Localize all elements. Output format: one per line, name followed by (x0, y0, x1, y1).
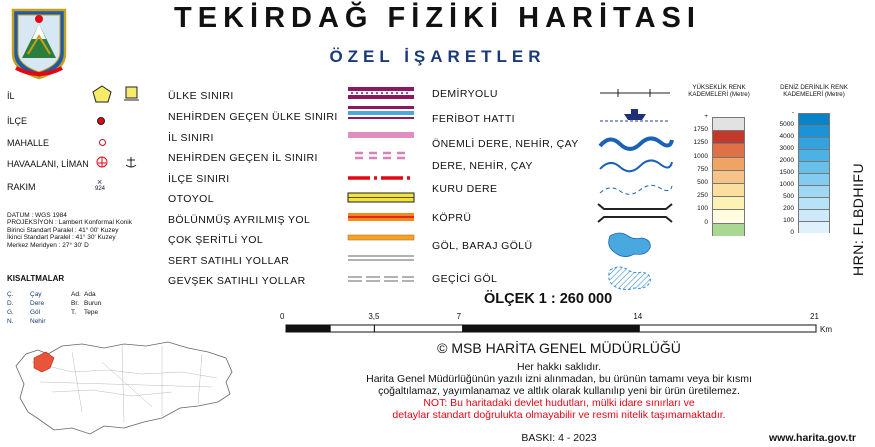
abbr-word: Tepe (84, 309, 99, 316)
depth-caption: DENİZ DERİNLİK RENK KADEMELERİ (Metre) (780, 84, 848, 98)
abbr-word: Nehir (30, 318, 46, 325)
datum-text: DATUM : WGS 1984 (7, 212, 67, 219)
elevation-label: + (704, 113, 708, 120)
airport-anchor-icon (94, 154, 144, 175)
legend-label-mahalle: MAHALLE (7, 138, 50, 148)
legend-label-havaalani: HAVAALANI, LİMAN (7, 159, 89, 169)
depth-label: 3000 (779, 145, 794, 152)
depth-label: 100 (783, 217, 794, 224)
website-link[interactable]: www.harita.gov.tr (769, 432, 856, 444)
depth-label: 2000 (779, 157, 794, 164)
elevation-label: 0 (704, 218, 708, 226)
legend-nehirden-il: NEHİRDEN GEÇEN İL SINIRI (168, 152, 318, 164)
parallel1-text: Birinci Standart Paralel : 41° 00' Kuzey (7, 226, 119, 234)
scale-segment (374, 325, 462, 332)
projection-info (7, 212, 132, 249)
elevation-label: 250 (697, 192, 708, 200)
legend-ulke-siniri: ÜLKE SINIRI (168, 90, 234, 102)
note-text-1: NOT: Bu haritadaki devlet hudutları, mülki idare sınırları ve (423, 397, 695, 409)
legend-demiryolu: DEMİRYOLU (432, 88, 498, 100)
scale-segment (639, 325, 816, 332)
rights-text: Her hakkı saklıdır. (516, 361, 602, 373)
pentagon-square-icon (92, 84, 142, 109)
depth-label: 0 (790, 229, 794, 236)
scale-tick-label: 21 (810, 312, 819, 321)
depth-step (798, 173, 830, 185)
legend-nehirden-ulke: NEHİRDEN GEÇEN ÜLKE SINIRI (168, 111, 338, 123)
depth-step (798, 197, 830, 209)
elevation-caption: YÜKSEKLİK RENK KADEMELERİ (Metre) (688, 84, 750, 98)
elevation-step (712, 130, 745, 143)
scale-tick-label: 3,5 (368, 312, 380, 321)
elevation-step (712, 143, 745, 156)
page-subtitle: ÖZEL İŞARETLER (329, 47, 546, 66)
abbr: N. (7, 318, 14, 325)
abbr-word: Çay (30, 291, 42, 298)
elevation-step (712, 117, 745, 130)
depth-label: 1500 (779, 169, 794, 176)
small-circle-icon (99, 139, 106, 146)
abbr: Br. (71, 300, 79, 307)
depth-label: 4000 (779, 133, 794, 140)
legend-gecici-gol: GEÇİCİ GÖL (432, 273, 498, 285)
page-title: TEKİRDAĞ FİZİKİ HARİTASI (174, 2, 701, 34)
rakim-sample: 924 (95, 186, 106, 192)
legend-onemli-dere: ÖNEMLİ DERE, NEHİR, ÇAY (432, 138, 579, 150)
abbr: Ç. (7, 291, 14, 298)
depth-scale (774, 110, 846, 250)
scale-title: ÖLÇEK 1 : 260 000 (484, 291, 613, 307)
depth-step (798, 149, 830, 161)
legend-bolunmus-yol: BÖLÜNMÜŞ AYRILMIŞ YOL (168, 214, 311, 226)
scale-subsegment (286, 325, 330, 332)
depth-step (798, 137, 830, 149)
scale-unit: Km (820, 325, 832, 334)
abbr-word: Göl (30, 309, 41, 316)
elevation-step (712, 196, 745, 209)
legend-dere: DERE, NEHİR, ÇAY (432, 160, 533, 172)
projection-text: PROJEKSİYON : Lambert Konformal Konik (7, 219, 132, 227)
legend-ilce-siniri: İLÇE SINIRI (168, 173, 230, 185)
legend-feribot: FERİBOT HATTI (432, 113, 515, 125)
legend-gevsek-satihli: GEVŞEK SATIHLI YOLLAR (168, 275, 306, 287)
depth-step (798, 185, 830, 197)
elevation-step (712, 183, 745, 196)
abbr-word: Ada (84, 291, 96, 298)
parallel2-text: İkinci Standart Paralel : 41° 30' Kuzey (7, 234, 116, 242)
depth-step (798, 221, 830, 233)
elevation-label: 1000 (693, 152, 708, 160)
depth-step (798, 209, 830, 221)
elevation-step (712, 157, 745, 170)
legend-cok-seritli-yol: ÇOK ŞERİTLİ YOL (168, 234, 264, 246)
meridian-text: Merkez Meridyen : 27° 30' D (7, 241, 89, 249)
elevation-label: 750 (697, 165, 708, 173)
elevation-step (712, 223, 745, 236)
elevation-step (712, 209, 745, 222)
legend-kopru: KÖPRÜ (432, 212, 472, 224)
legend-label-il: İL (7, 91, 15, 101)
elevation-label: 1250 (693, 139, 708, 147)
depth-label: 5000 (779, 121, 794, 128)
scale-segment (463, 325, 640, 332)
legend-label-rakim: RAKIM (7, 182, 36, 192)
legend-kuru-dere: KURU DERE (432, 183, 498, 195)
cross-icon: × (97, 177, 103, 187)
depth-label: 500 (783, 193, 794, 200)
scale-tick-label: 0 (280, 312, 285, 321)
note-text-2: detaylar standart doğrulukta olmayabilir ve resmi nitelik taşımamaktadır. (392, 409, 726, 421)
scale-subsegment (330, 325, 374, 332)
scale-tick-label: 7 (456, 312, 462, 321)
edition: BASKI: 4 - 2023 (521, 432, 597, 444)
abbr-word: Burun (84, 300, 102, 307)
depth-step (798, 113, 830, 125)
scale-bar (282, 312, 842, 336)
legend-sert-satihli: SERT SATIHLI YOLLAR (168, 255, 290, 267)
footer-text (0, 361, 875, 421)
depth-step (798, 161, 830, 173)
hrn-code: HRN: FLBDHIFU (850, 162, 866, 276)
abbr: G. (7, 309, 14, 316)
legend-il-siniri: İL SINIRI (168, 132, 214, 144)
red-dot-icon (97, 117, 105, 125)
legend-gol: GÖL, BARAJ GÖLÜ (432, 240, 533, 252)
water-symbols (596, 84, 676, 299)
depth-label: 1000 (779, 181, 794, 188)
copyright: © MSB HARİTA GENEL MÜDÜRLÜĞÜ (437, 340, 681, 356)
elevation-label: 500 (697, 179, 708, 186)
scale-tick-label: 14 (633, 312, 643, 321)
elevation-scale (684, 114, 756, 249)
legend-otoyol: OTOYOL (168, 193, 214, 205)
depth-label: 200 (783, 205, 794, 212)
usage-text-2: çoğaltılamaz, yayımlanamaz ve altlık olarak kullanılıp yeni bir ürün üretilemez. (378, 385, 740, 397)
usage-text-1: Harita Genel Müdürlüğünün yazılı izni alınmadan, bu ürünün tamamı veya bir kısmı (366, 373, 752, 385)
abbreviations-title: KISALTMALAR (7, 274, 65, 283)
abbr: Ad. (71, 291, 81, 298)
elevation-label: 1750 (693, 126, 708, 134)
elevation-label: 100 (697, 205, 708, 213)
line-symbols (347, 84, 417, 299)
depth-label: - (791, 109, 794, 116)
abbr-word: Dere (30, 300, 45, 307)
elevation-step (712, 170, 745, 183)
legend-label-ilce: İLÇE (7, 116, 28, 126)
abbr: T. (71, 309, 77, 316)
depth-step (798, 125, 830, 137)
abbr: D. (7, 300, 14, 307)
